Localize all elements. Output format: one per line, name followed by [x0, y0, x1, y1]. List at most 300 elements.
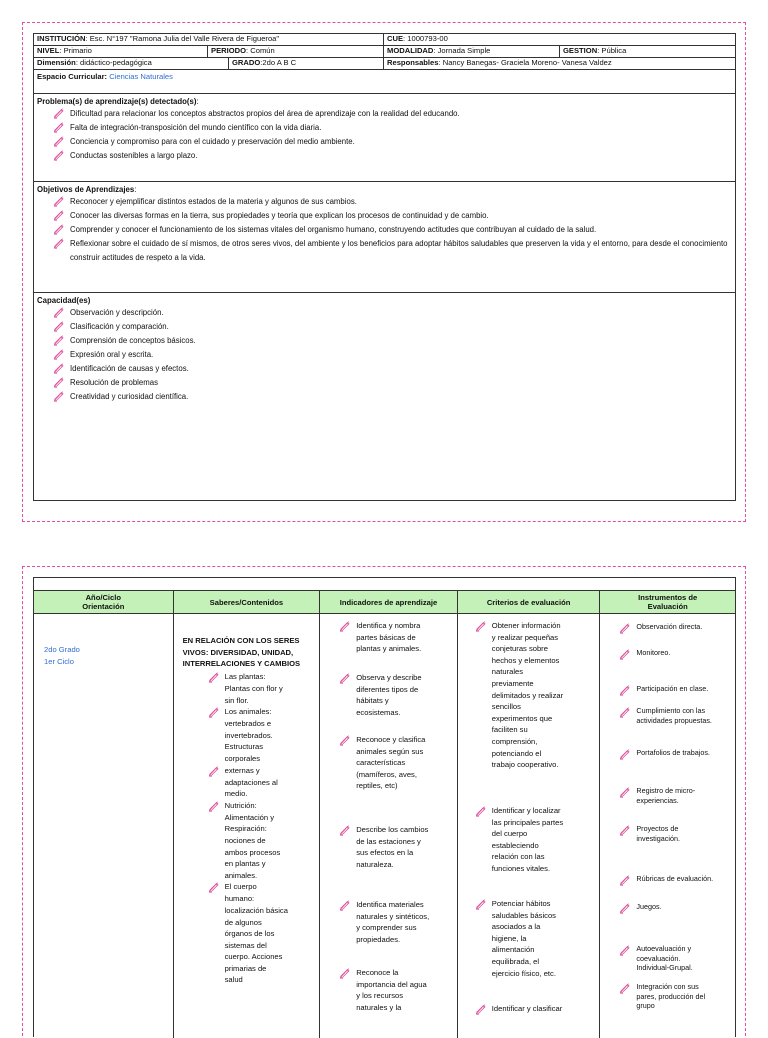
criterio-line: conjeturas sobre [491, 644, 548, 654]
list-item-text: Identificación de causas y efectos. [70, 364, 189, 373]
capacidades-list [37, 306, 732, 404]
problemas-title-suffix: : [196, 97, 199, 106]
saberes-item [208, 928, 308, 940]
instrumento-item [619, 982, 731, 1011]
list-item [37, 376, 732, 390]
criterio-line: del cuerpo [491, 829, 528, 839]
criterio-item-text [492, 1003, 593, 1015]
indicador-item [339, 672, 453, 718]
criterio-line: Identificar y clasificar [491, 1004, 563, 1013]
indicador-line: propiedades. [356, 934, 401, 944]
saberes-item-text: vertebrados e [224, 719, 272, 729]
nivel-cell [34, 46, 208, 57]
saberes-item-text: de algunos [224, 917, 262, 927]
instrumento-item-text [636, 902, 731, 912]
header-indicadores-label: Indicadores de aprendizaje [339, 597, 438, 607]
indicador-line: Reconoce y clasifica [356, 735, 426, 744]
list-item [37, 237, 732, 265]
objetivos-list [37, 195, 732, 265]
ciclo-text [44, 644, 80, 667]
criterio-item [475, 805, 593, 875]
criterio-line: sencillos [491, 702, 521, 712]
pen-icon [339, 734, 351, 746]
periodo-label: PERIODO [211, 46, 247, 55]
header-criterios-label: Criterios de evaluación [486, 597, 571, 607]
saberes-item [208, 917, 308, 929]
list-item [37, 320, 732, 334]
instrumento-line: coevaluación. [636, 953, 681, 963]
pen-icon [619, 944, 631, 956]
table-header-row [34, 591, 735, 614]
indicador-line: animales según sus [356, 746, 424, 756]
nivel-label: NIVEL [37, 46, 60, 55]
instrumento-item-text [636, 648, 731, 658]
list-item-text: Reflexionar sobre el cuidado de sí mismos, de otros seres vivos, del ambiente y los beneficios para adoptar hábitos saludables que preserven la vida y el entorno, para desde el conocimiento construir actitudes de respeto a la vida. [70, 239, 728, 262]
instrumento-line: Cumplimiento con las [636, 706, 706, 715]
criterio-line: relación con las [491, 852, 545, 862]
instrumento-item [619, 902, 731, 914]
capacidades-title: Capacidad(es) [37, 296, 91, 305]
list-item-text: Conocer las diversas formas en la tierra, sus propiedades y teoría que explican los procesos de continuidad y de cambio. [70, 211, 489, 220]
indicador-line: Identifica y nombra [356, 621, 421, 630]
list-item-text: Reconocer y ejemplificar distintos estados de la materia y algunos de sus cambios. [70, 197, 357, 206]
table-top-row [34, 578, 735, 591]
saberes-item [208, 951, 308, 963]
header-instrumentos-line2: Evaluación [647, 602, 688, 611]
pen-icon [339, 967, 351, 979]
saberes-item [208, 940, 308, 952]
institucion-cell [34, 34, 384, 45]
pen-icon [53, 107, 65, 119]
saberes-item [208, 683, 308, 695]
institucion-value: : Esc. N°197 "Ramona Julia del Valle Rivera de Figueroa" [85, 34, 280, 43]
instrumento-line: Juegos. [636, 902, 662, 911]
pen-icon [53, 334, 65, 346]
pen-icon [339, 899, 351, 911]
pen-icon [475, 898, 487, 910]
saberes-item-text: nociones de [224, 835, 266, 845]
saberes-item [208, 765, 308, 777]
problemas-list [37, 107, 732, 163]
pen-icon [208, 706, 220, 718]
criterio-item [475, 620, 593, 771]
list-item [37, 149, 732, 163]
indicador-item-text [356, 672, 453, 718]
saberes-item [208, 823, 308, 835]
indicador-item-text [356, 824, 453, 870]
pen-icon [53, 149, 65, 161]
indicadores-cell [320, 614, 458, 1038]
pen-icon [339, 620, 351, 632]
instrumento-item [619, 824, 731, 843]
page-1 [22, 22, 746, 522]
pen-icon [53, 237, 65, 249]
saberes-item [208, 718, 308, 730]
criterio-item-text [492, 805, 593, 875]
saberes-item-text: externas y [224, 765, 260, 775]
saberes-heading-line: EN RELACIÓN CON LOS SERES [182, 636, 300, 645]
institucion-label: INSTITUCIÓN [37, 34, 86, 43]
saberes-item [208, 788, 308, 800]
indicador-line: naturaleza. [356, 859, 394, 869]
header-criterios [458, 591, 601, 613]
pen-icon [339, 672, 351, 684]
list-item [37, 362, 732, 376]
list-item [37, 209, 732, 223]
indicador-item-text [356, 967, 453, 1013]
pen-icon [475, 1003, 487, 1015]
saberes-item-text: Respiración: [224, 824, 267, 834]
header-instrumentos-line1: Instrumentos de [638, 593, 698, 602]
indicador-item [339, 967, 453, 1013]
espacio-value: Ciencias Naturales [109, 72, 173, 81]
instrumento-item [619, 622, 731, 634]
indicador-item [339, 899, 453, 945]
saberes-item [208, 963, 308, 975]
indicador-line: y comprender sus [356, 923, 417, 933]
header-row-3 [34, 58, 735, 70]
instrumento-item-text [636, 982, 731, 1011]
pen-icon [619, 874, 631, 886]
objetivos-title: Objetivos de Aprendizajes [37, 185, 135, 194]
saberes-item-text: medio. [224, 789, 248, 799]
saberes-item [208, 812, 308, 824]
pen-icon [619, 748, 631, 760]
indicador-line: Observa y describe [356, 673, 422, 682]
header-ano-ciclo-line2: Orientación [82, 602, 125, 611]
list-item [37, 121, 732, 135]
indicador-item [339, 734, 453, 792]
pen-icon [208, 881, 220, 893]
criterio-line: ejercicio físico, etc. [491, 968, 556, 978]
header-ano-ciclo-line1: Año/Ciclo [85, 593, 122, 602]
indicador-line: sus efectos en la [356, 848, 414, 858]
saberes-item-text: en plantas y [224, 859, 266, 869]
saberes-item [208, 753, 308, 765]
pen-icon [619, 706, 631, 718]
indicador-item-text [356, 899, 453, 945]
indicador-line: y los recursos [356, 991, 404, 1001]
periodo-cell [208, 46, 384, 57]
gestion-value: : Pública [597, 46, 627, 55]
instrumento-item-text [636, 874, 731, 884]
criterio-item-text [492, 620, 593, 771]
instrumento-line: experiencias. [636, 795, 679, 805]
grado-value: :2do A B C [260, 58, 297, 67]
espacio-label: Espacio Curricular: [37, 72, 108, 81]
pen-icon [339, 824, 351, 836]
saberes-item-text: animales. [224, 870, 258, 880]
criterio-line: experimentos que [491, 713, 553, 723]
instrumento-item-text [636, 684, 731, 694]
list-item-text: Conciencia y compromiso para con el cuidado y preservación del medio ambiente. [70, 137, 355, 146]
saberes-item [208, 741, 308, 753]
list-item [37, 390, 732, 404]
instrumento-line: Proyectos de [636, 824, 679, 833]
header-indicadores [320, 591, 458, 613]
list-item [37, 223, 732, 237]
pen-icon [208, 671, 220, 683]
instrumento-line: Rúbricas de evaluación. [636, 874, 714, 883]
indicador-line: reptiles, etc) [356, 781, 398, 791]
gestion-cell [560, 46, 735, 57]
pen-icon [619, 902, 631, 914]
pen-icon [53, 348, 65, 360]
cue-value: : 1000793-00 [403, 34, 448, 43]
header-row-2 [34, 46, 735, 58]
pen-icon [53, 306, 65, 318]
instrumento-line: Monitoreo. [636, 648, 671, 657]
instrumento-item-text [636, 786, 731, 805]
indicador-line: Reconoce la [356, 968, 399, 977]
saberes-item [208, 730, 308, 742]
criterio-line: faciliten su [491, 725, 528, 735]
saberes-item-text: Nutrición: [224, 800, 257, 810]
saberes-item [208, 893, 308, 905]
cue-cell [384, 34, 735, 45]
indicador-line: partes básicas de [356, 632, 416, 642]
objetivos-title-suffix: : [134, 185, 137, 194]
saberes-item-text: salud [224, 975, 243, 985]
criterio-line: trabajo cooperativo. [491, 760, 559, 770]
instrumento-line: investigación. [636, 833, 680, 843]
header-saberes [174, 591, 321, 613]
saberes-item-text: Alimentación y [224, 812, 274, 822]
instrumento-line: Observación directa. [636, 622, 703, 631]
saberes-item [208, 777, 308, 789]
problemas-section [34, 94, 735, 182]
saberes-item-text: primarias de [224, 963, 267, 973]
saberes-item [208, 858, 308, 870]
instrumento-line: Portafolios de trabajos. [636, 748, 710, 757]
indicador-line: importancia del agua [356, 979, 427, 989]
pen-icon [53, 195, 65, 207]
header-row-1 [34, 34, 735, 46]
pen-icon [619, 648, 631, 660]
ciclo-grado: 2do Grado [44, 645, 80, 654]
modalidad-value: : Jornada Simple [433, 46, 491, 55]
saberes-item [208, 847, 308, 859]
dimension-cell [34, 58, 229, 69]
instrumento-line: Autoevaluación y [636, 944, 692, 953]
pen-icon [475, 805, 487, 817]
list-item [37, 348, 732, 362]
list-item [37, 135, 732, 149]
espacio-curricular-row [34, 70, 735, 94]
instrumento-item [619, 944, 731, 973]
instrumento-line: pares, producción del [636, 991, 706, 1001]
criterio-item-text [492, 898, 593, 979]
pen-icon [619, 786, 631, 798]
grado-label: GRADO [232, 58, 261, 67]
instrumento-line: actividades propuestas. [636, 715, 712, 725]
list-item-text: Creatividad y curiosidad científica. [70, 392, 189, 401]
pen-icon [53, 390, 65, 402]
criterio-line: Potenciar hábitos [491, 899, 551, 908]
list-item-text: Observación y descripción. [70, 308, 164, 317]
saberes-item-text: El cuerpo [224, 882, 257, 892]
indicador-line: hábitats y [356, 696, 389, 706]
saberes-item-text: ambos procesos [224, 847, 281, 857]
criterio-line: potenciando el [491, 748, 542, 758]
indicador-line: naturales y la [356, 1002, 402, 1012]
list-item-text: Expresión oral y escrita. [70, 350, 154, 359]
pen-icon [53, 362, 65, 374]
pen-icon [53, 121, 65, 133]
criterio-line: saludables básicos [491, 910, 556, 920]
saberes-heading-line: INTERRELACIONES Y CAMBIOS [182, 659, 301, 669]
indicador-line: ecosistemas. [356, 707, 401, 717]
pen-icon [53, 320, 65, 332]
pen-icon [619, 824, 631, 836]
pen-icon [53, 223, 65, 235]
saberes-item-text: invertebrados. [224, 730, 273, 740]
criterio-line: hechos y elementos [491, 655, 560, 665]
indicador-item [339, 824, 453, 870]
list-item-text: Comprender y conocer el funcionamiento de los sistemas vitales del organismo humano, construyendo actitudes que contribuyan al cuidado de la salud. [70, 225, 597, 234]
criterio-item [475, 898, 593, 979]
instrumento-item-text [636, 706, 731, 725]
indicador-line: de las estaciones y [356, 836, 421, 846]
indicador-line: plantas y animales. [356, 644, 422, 654]
problemas-title: Problema(s) de aprendizaje(s) detectado(s) [37, 97, 197, 106]
saberes-item-text: órganos de los [224, 929, 275, 939]
saberes-item-text: corporales [224, 753, 261, 763]
instrumento-item-text [636, 824, 731, 843]
saberes-item-text: adaptaciones al [224, 777, 278, 787]
saberes-item-text: cuerpo. Acciones [224, 952, 283, 962]
instrumento-item [619, 748, 731, 760]
saberes-item-text: sin flor. [224, 695, 249, 705]
periodo-value: : Común [246, 46, 275, 55]
pen-icon [53, 135, 65, 147]
ciclo-ciclo: 1er Ciclo [44, 656, 74, 666]
pen-icon [619, 684, 631, 696]
saberes-heading [183, 635, 313, 670]
modalidad-label: MODALIDAD [387, 46, 434, 55]
table-body-row [34, 614, 735, 1038]
list-item [37, 306, 732, 320]
list-item-text: Clasificación y comparación. [70, 322, 169, 331]
instrumento-item [619, 684, 731, 696]
saberes-heading-line: VIVOS: DIVERSIDAD, UNIDAD, [182, 647, 294, 657]
criterio-line: previamente [491, 678, 534, 688]
criterio-line: comprensión, [491, 736, 538, 746]
criterio-line: y realizar pequeñas [491, 632, 559, 642]
list-item-text: Falta de integración-transposición del mundo científico con la vida diaria. [70, 123, 322, 132]
criterio-line: Obtener información [491, 621, 561, 630]
gestion-label: GESTION [563, 46, 598, 55]
saberes-cell [174, 614, 321, 1038]
list-item-text: Comprensión de conceptos básicos. [70, 336, 196, 345]
instrumento-line: Integración con sus [636, 982, 699, 991]
instrumentos-cell [600, 614, 735, 1038]
header-instrumentos [600, 591, 735, 613]
instrumento-item [619, 786, 731, 805]
indicador-item-text [356, 620, 453, 655]
indicador-line: características [356, 758, 406, 768]
dimension-label: Dimensión [37, 58, 76, 67]
indicador-line: Describe los cambios [356, 825, 429, 834]
instrumento-line: grupo [636, 1001, 655, 1011]
responsables-label: Responsables [387, 58, 439, 67]
list-item-text: Resolución de problemas [70, 378, 158, 387]
saberes-item [208, 671, 308, 683]
saberes-item-text: Estructuras [224, 742, 264, 752]
saberes-item-text: humano: [224, 894, 255, 904]
criterio-line: asociados a la [491, 922, 541, 932]
saberes-item [208, 881, 308, 893]
criterio-line: higiene, la [491, 933, 527, 943]
pen-icon [53, 209, 65, 221]
indicador-line: diferentes tipos de [356, 684, 419, 694]
saberes-item [208, 905, 308, 917]
instrumento-item-text [636, 622, 731, 632]
indicador-line: Identifica materiales [356, 900, 424, 909]
criterio-line: equilibrada, el [491, 956, 540, 966]
list-item [37, 107, 732, 121]
saberes-item-text: sistemas del [224, 940, 267, 950]
criterio-line: naturales [491, 667, 524, 677]
pen-icon [53, 376, 65, 388]
saberes-item-text: Plantas con flor y [224, 684, 283, 693]
instrumento-line: Participación en clase. [636, 684, 709, 693]
saberes-item-text: localización básica [224, 905, 288, 915]
saberes-item [208, 695, 308, 707]
saberes-list [208, 671, 308, 986]
indicador-line: naturales y sintéticos, [356, 911, 430, 921]
instrumento-item-text [636, 748, 731, 758]
modalidad-cell [384, 46, 560, 57]
planning-table [33, 577, 736, 1037]
instrumento-item [619, 706, 731, 725]
ciclo-cell [34, 614, 174, 1038]
instrumento-line: Individual-Grupal. [636, 963, 693, 973]
indicador-item-text [356, 734, 453, 792]
criterio-line: las principales partes [491, 817, 564, 827]
instrumento-item [619, 648, 731, 660]
indicador-line: (mamíferos, aves, [356, 769, 417, 779]
pen-icon [619, 622, 631, 634]
page-2 [22, 566, 746, 1036]
instrumento-line: Registro de micro- [636, 786, 696, 795]
grado-cell [229, 58, 384, 69]
saberes-item-text: Las plantas: [224, 672, 266, 681]
criterio-line: Identificar y localizar [491, 806, 561, 815]
saberes-item [208, 974, 308, 986]
indicador-item [339, 620, 453, 655]
list-item-text: Dificultad para relacionar los conceptos abstractos propios del área de aprendizaje con la realidad del educando. [70, 109, 460, 118]
instrumento-item [619, 874, 731, 886]
saberes-item [208, 835, 308, 847]
header-saberes-label: Saberes/Contenidos [209, 597, 284, 607]
saberes-item-text: Los animales: [224, 707, 272, 717]
criterio-line: funciones vitales. [491, 863, 551, 873]
objetivos-section [34, 182, 735, 293]
capacidades-section [34, 293, 735, 503]
pen-icon [619, 982, 631, 994]
criterios-cell [458, 614, 601, 1038]
pen-icon [475, 620, 487, 632]
criterio-line: estableciendo [491, 840, 539, 850]
saberes-item [208, 706, 308, 718]
header-ano-ciclo [34, 591, 174, 613]
list-item [37, 195, 732, 209]
list-item [37, 334, 732, 348]
cue-label: CUE [387, 34, 404, 43]
criterio-line: alimentación [491, 945, 535, 955]
saberes-item [208, 800, 308, 812]
